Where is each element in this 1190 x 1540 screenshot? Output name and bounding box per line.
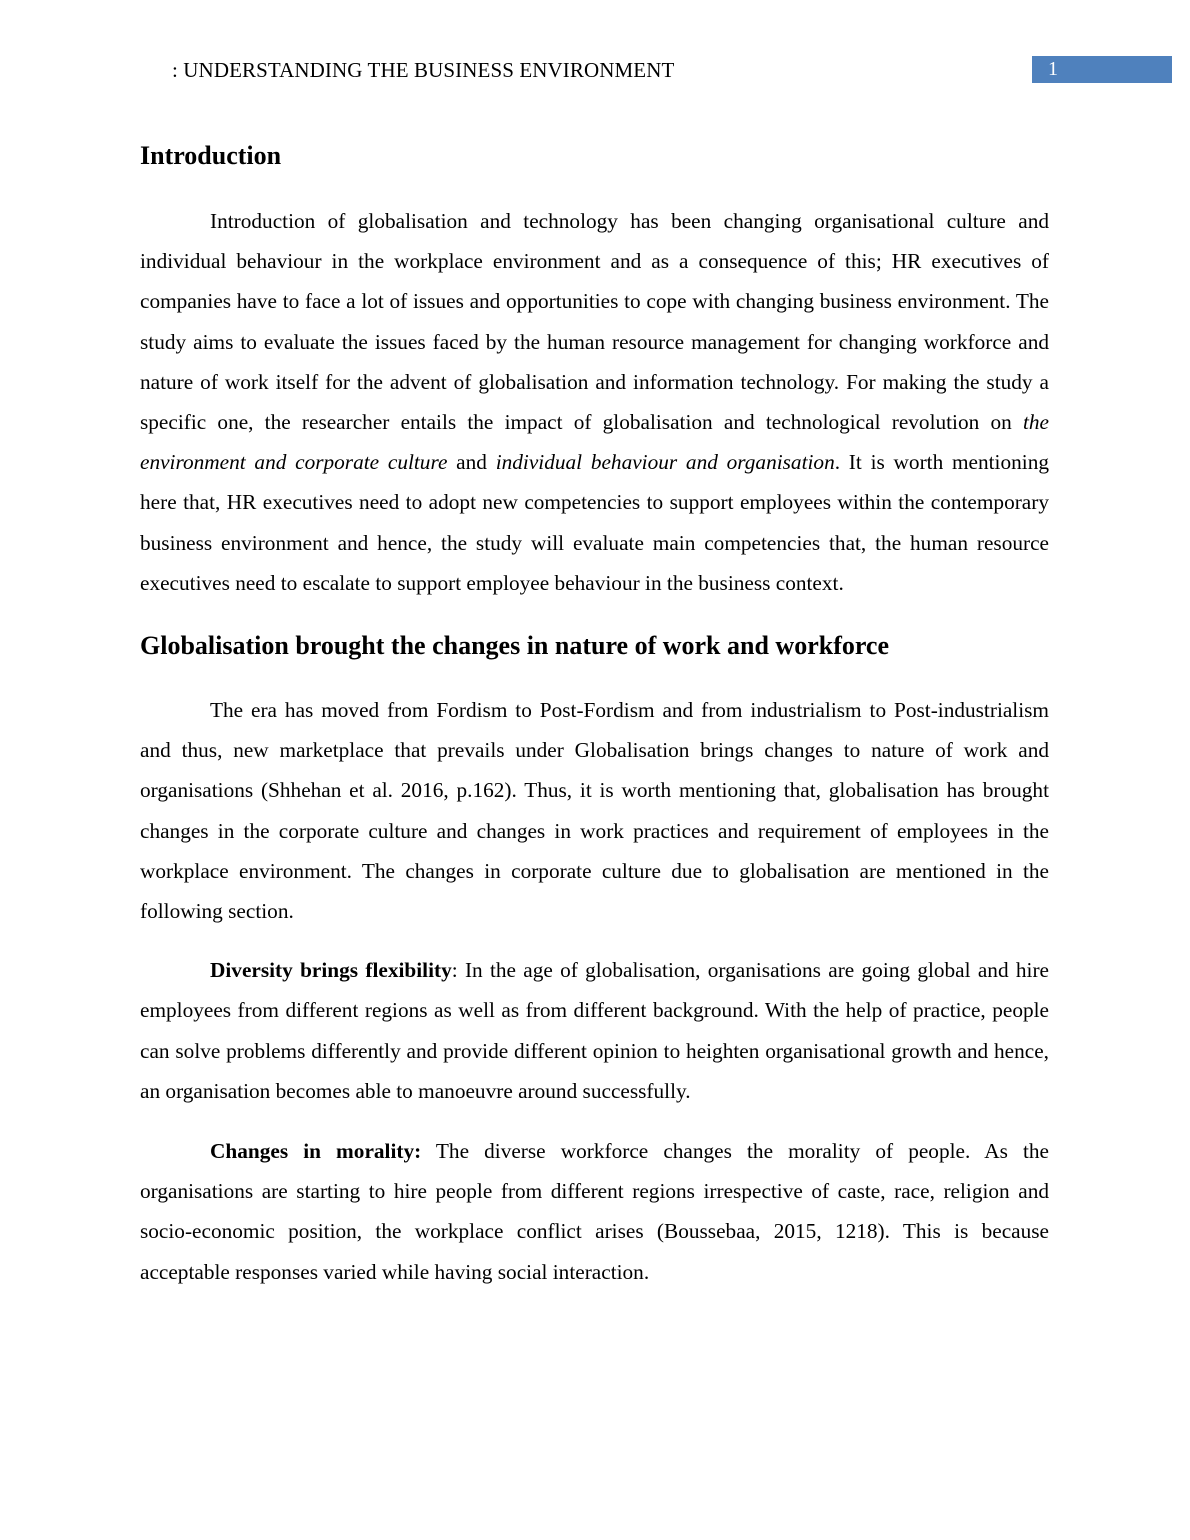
- intro-italic-phrase-1: the environment and corporate culture: [140, 410, 1049, 475]
- diversity-text: : In the age of globalisation, organisations are going global and hire employees from different regions as well as from different background. With the help of practice, people can solve problems differently and provide different opinion to heighten organisational growth and hence, an organisation becomes able to manoeuvre around successfully.: [140, 958, 1049, 1103]
- paragraph-introduction: [140, 201, 1049, 603]
- document-body: [140, 136, 1049, 1292]
- intro-text-part-3: . It is worth mentioning here that, HR executives need to adopt new competencies to support employees within the contemporary business environment and hence, the study will evaluate main competencies that, the human resource executives need to escalate to support employee behaviour in the business context.: [140, 450, 1049, 595]
- paragraph-era-fordism: The era has moved from Fordism to Post-Fordism and from industrialism to Post-industrialism and thus, new marketplace that prevails under Globalisation brings changes to nature of work and organisations (Shhehan et al. 2016, p.162). Thus, it is worth mentioning that, globalisation has brought changes in the corporate culture and changes in work practices and requirement of employees in the workplace environment. The changes in corporate culture due to globalisation are mentioned in the following section.: [140, 698, 1049, 924]
- diversity-lead-term: Diversity brings flexibility: [210, 958, 452, 983]
- morality-text: The diverse workforce changes the morality of people. As the organisations are starting to hire people from different regions irrespective of caste, race, religion and socio-economic position, the workplace conflict arises (Boussebaa, 2015, 1218). This is because acceptable responses varied while having social interaction.: [140, 1139, 1049, 1284]
- morality-lead-term: Changes in morality:: [210, 1139, 422, 1164]
- heading-globalisation: Globalisation brought the changes in nature of work and workforce: [140, 631, 890, 661]
- paragraph-diversity: [140, 950, 1049, 1111]
- running-header-title: : UNDERSTANDING THE BUSINESS ENVIRONMENT: [172, 58, 675, 82]
- intro-text-part-1: Introduction of globalisation and technology has been changing organisational culture and individual behaviour in the workplace environment and as a consequence of this; HR executives of companies have to face a lot of issues and opportunities to cope with changing business environment. The study aims to evaluate the issues faced by the human resource management for changing workforce and nature of work itself for the advent of globalisation and information technology. For making the study a specific one, the researcher entails the impact of globalisation and technological revolution on: [140, 209, 1049, 435]
- paragraph-morality: [140, 1131, 1049, 1292]
- intro-italic-phrase-2: individual behaviour and organisation: [495, 450, 835, 475]
- intro-text-part-2: and: [447, 450, 496, 475]
- page-number-badge: 1: [1032, 56, 1172, 83]
- heading-introduction: Introduction: [140, 141, 282, 170]
